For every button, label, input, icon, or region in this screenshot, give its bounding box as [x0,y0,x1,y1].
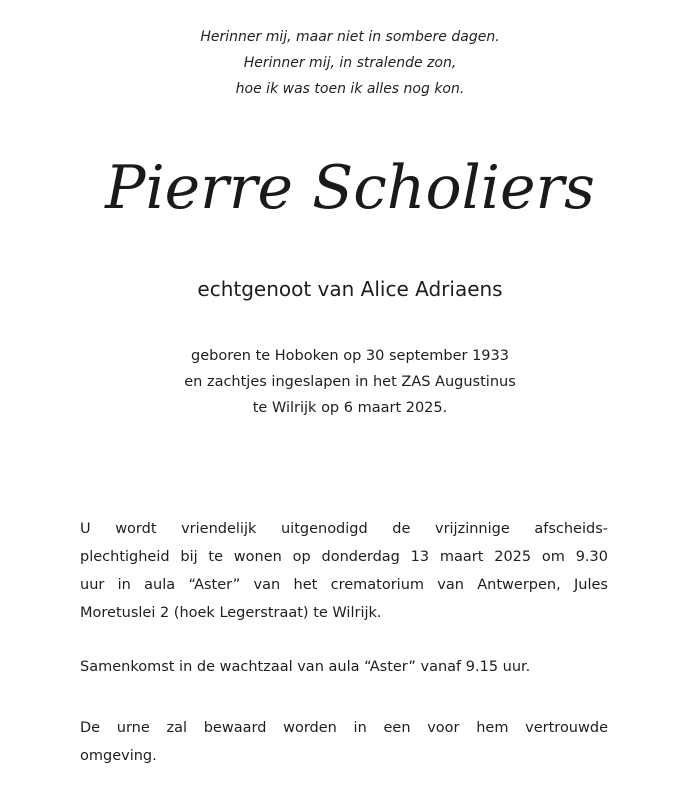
urn-paragraph [80,714,608,770]
gathering-paragraph [80,653,608,681]
poem-line: Herinner mij, maar niet in sombere dagen. [200,29,500,45]
spouse-line: echtgenoot van Alice Adriaens [197,277,503,301]
deceased-name-script [105,130,595,240]
invitation-paragraph [80,515,608,627]
paragraph-line: omgeving. [80,748,157,764]
deceased-name: Pierre Scholiers [105,153,595,223]
paragraph-line: uur in aula “Aster” van het crematorium van Antwerpen, Jules [80,577,608,593]
poem-line: Herinner mij, in stralende zon, [243,55,457,71]
birth-line: geboren te Hoboken op 30 september 1933 [191,348,509,364]
death-line: en zachtjes ingeslapen in het ZAS Augustinus [184,374,516,390]
death-place-line: te Wilrijk op 6 maart 2025. [252,400,448,416]
birth-death-info [0,343,700,421]
paragraph-line: U wordt vriendelijk uitgenodigd de vrijzinnige afscheids- [80,521,608,537]
paragraph-line: Moretuslei 2 (hoek Legerstraat) te Wilrijk. [80,605,382,621]
paragraph-line: Samenkomst in de wachtzaal van aula “Aster” vanaf 9.15 uur. [80,659,531,675]
paragraph-line: plechtigheid bij te wonen op donderdag 13 maart 2025 om 9.30 [80,549,608,565]
poem-line: hoe ik was toen ik alles nog kon. [235,81,465,97]
paragraph-line: De urne zal bewaard worden in een voor hem vertrouwde [80,720,608,736]
memorial-poem [0,24,700,102]
